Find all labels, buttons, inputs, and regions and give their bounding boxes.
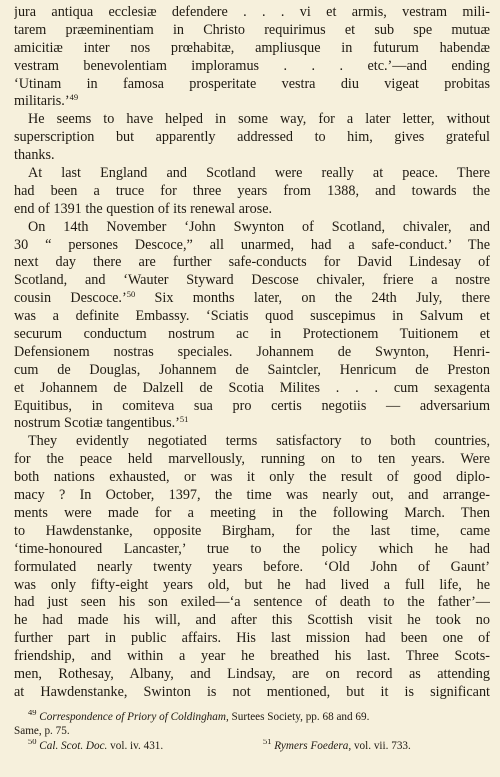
text-line: next day there are further safe-conducts for David Lindesay of: [14, 254, 490, 271]
text-line: was only fifty-eight years old, but he had lived a full life, he: [14, 576, 490, 593]
text-line: vestram benevolentiam imploramus . . . etc.’—and ending: [14, 57, 490, 74]
text-line: men, Rothesay, Albany, and Lindsay, are on record as attending: [14, 665, 490, 682]
text-line: formulated nearly twenty years before. ‘Old John of Gaunt’: [14, 558, 490, 575]
text-line: militaris.’$^{49}$: [14, 93, 79, 110]
text-line: He seems to have helped in some way, for a later letter, without: [28, 111, 490, 128]
text-line: had been a truce for three years from 1388, and towards the: [14, 182, 490, 199]
text-line: Defensionem nostras speciales. Johannem de Swynton, Henri-: [14, 343, 490, 360]
text-line: 30 “ persones Descoce,” all unarmed, had a safe-conduct.’ The: [14, 236, 490, 253]
text-line: et Johannem de Dalzell de Scotia Milites . . . cum sexagenta: [14, 379, 490, 396]
text-line: macy ? In October, 1397, the time was nearly out, and arrange-: [14, 487, 490, 504]
text-line: both nations exhausted, or was it only the result of good diplo-: [14, 469, 490, 486]
footnote-50: $^{50}$ Cal. Scot. Doc. vol. iv. 431.: [28, 739, 263, 754]
text-line: he had made his will, and after this Scottish visit he took no: [14, 612, 490, 629]
text-line: cum de Douglas, Johannem de Saintcler, Henricum de Preston: [14, 361, 490, 378]
text-line: Scotland, and ‘Wauter Styward Descose chivaler, friere a nostre: [14, 272, 490, 289]
text-line: further part in public affairs. His last mission had been one of: [14, 630, 490, 647]
footnote-ref: 49: [69, 93, 79, 103]
text-line: jura antiqua ecclesiæ defendere . . . vi et armis, vestram mili-: [14, 4, 490, 20]
footnote-row: [14, 739, 490, 754]
text-line: end of 1391 the question of its renewal arose.: [14, 200, 273, 217]
text-line: to Hawdenstanke, opposite Birgham, for the last time, came: [14, 522, 490, 539]
text-line: ments were made for a meeting in the following March. Then: [14, 504, 490, 521]
footnote-number: 49: [28, 709, 37, 717]
text-line: tarem præeminentiam in Christo requirimus et sub spe mutuæ: [14, 21, 490, 38]
text-line: for the peace held marvellously, running on to ten years. Were: [14, 451, 490, 468]
footnote-49: $^{49}$ Correspondence of Priory of Coldingham, Surtees Society, pp. 68 and 69.: [14, 710, 490, 725]
text-line: On 14th November ‘John Swynton of Scotland, chivaler, and: [28, 218, 490, 235]
footnote-number: 51: [263, 738, 272, 746]
footnote-source-title: Cal. Scot. Doc.: [39, 739, 108, 752]
text-line: friendship, and within a year he breathed his last. Three Scots-: [14, 648, 490, 665]
body-text: [14, 4, 490, 702]
text-line: At last England and Scotland were really at peace. There: [28, 165, 490, 182]
text-line: They evidently negotiated terms satisfactory to both countries,: [28, 433, 490, 450]
footnote-source-title: Correspondence of Priory of Coldingham,: [39, 710, 229, 723]
footnotes: [14, 710, 490, 754]
text-line: thanks.: [14, 147, 55, 164]
text-line: nostrum Scotiæ tangentibus.’$^{51}$: [14, 415, 189, 432]
footnote-source-title: Rymers Foedera,: [274, 739, 352, 752]
footnote-ref: 51: [179, 415, 189, 425]
footnote-49-continued: Same, p. 75.: [14, 725, 70, 738]
text-line: amicitiæ inter nos prœhabitæ, ampliusque in futurum habendæ: [14, 39, 490, 56]
text-line: was a definite Embassy. ‘Sciatis quod suscepimus in Salvum et: [14, 308, 490, 325]
text-line: superscription but apparently addressed to him, gives grateful: [14, 129, 490, 146]
text-line: ‘time-honoured Lancaster,’ true to the policy which he had: [14, 540, 490, 557]
text-line: at Hawdenstanke, Swinton is not mentioned, but it is significant: [14, 683, 490, 700]
text-line: cousin Descoce.’$^{50}$ Six months later, on the 24th July, there: [14, 290, 490, 307]
text-line: Equitibus, in comiteva sua pro certis negotiis — adversarium: [14, 397, 490, 414]
footnote-ref: 50: [126, 290, 136, 300]
text-line: ‘Utinam in famosa prosperitate vestra diu vigeat probitas: [14, 75, 490, 92]
text-line: had just seen his son exiled—‘a sentence of death to the father’—: [14, 594, 490, 611]
footnote-51: $^{51}$ Rymers Foedera, vol. vii. 733.: [263, 739, 411, 754]
text-line: securum conductum nostrum ac in Protectionem Tuitionem et: [14, 326, 490, 343]
footnote-number: 50: [28, 738, 37, 746]
